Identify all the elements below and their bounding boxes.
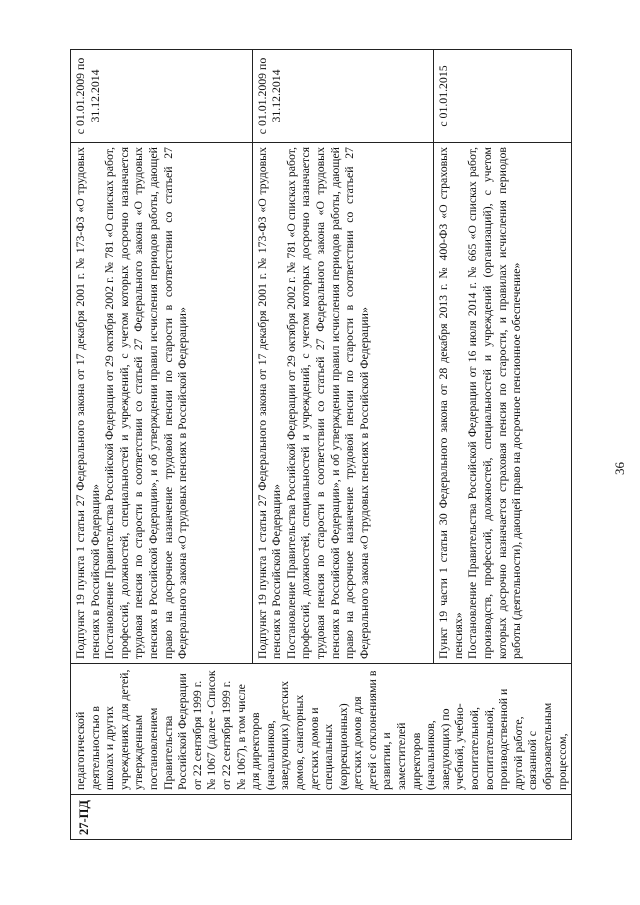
basis-paragraph: Постановление Правительства Российской Федерации от 29 октября 2002 г. № 781 «О списках работ, профессий, должностей, специальностей и учреждений, с учетом которых досрочно назначается трудовая пенсия по старости в соответствии со статьей 27 Федерального закона «О трудовых пенсиях в Российской Федерации», и об утверждении правил исчисления периодов работы, дающей право на досрочное назначение трудовой пенсии по старости в соответствии со статьей 27 Федерального закона «О трудовых пенсиях в Российской Федерации» [102,147,190,659]
basis-cell-2 [252,143,434,664]
basis-paragraph: Постановление Правительства Российской Федерации от 16 июля 2014 г. № 665 «О списках работ, производств, профессий, должностей, специальностей и учреждений (организаций), с учетом которых досрочно назначается страховая пенсия по старости, и правилах исчисления периодов работы (деятельности), дающей право на досрочное пенсионное обеспечение» [465,147,524,659]
document-table [70,49,572,840]
basis-paragraph: Подпункт 19 пункта 1 статьи 27 Федерального закона от 17 декабря 2001 г. № 173-ФЗ «О трудовых пенсиях в Российской Федерации» [254,147,284,659]
period-cell-1: с 01.01.2009 по 31.12.2014 [71,50,253,143]
table-row [71,50,253,840]
row-code: 27-ПД [71,795,572,840]
page-number: 36 [612,462,627,475]
basis-paragraph: Подпункт 19 пункта 1 статьи 27 Федерального закона от 17 декабря 2001 г. № 173-ФЗ «О трудовых пенсиях в Российской Федерации» [73,147,102,659]
row-description: педагогической деятельностью в школах и других учреждениях для детей, утвержденным постановлением Правительства Российской Федерации от 22 сентября 1999 г. № 1067 (далее - Список от 22 сентября 1999 г. № 1067), в том числе для директоров (начальников, заведующих) детских домов, санаторных детских домов и специальных (коррекционных) детских домов для детей с отклонениями в развитии, и заместителей директоров (начальников, заведующих) по учебной, учебно-воспитательной, воспитательной, производственной и другой работе, связанной с образовательным процессом, [71,664,572,795]
period-cell-2: с 01.01.2009 по 31.12.2014 [252,50,434,143]
basis-cell-1 [71,143,253,664]
basis-paragraph: Постановление Правительства Российской Федерации от 29 октября 2002 г. № 781 «О списках работ, профессий, должностей, специальностей и учреждений, с учетом которых досрочно назначается трудовая пенсия по старости в соответствии со статьей 27 Федерального закона «О трудовых пенсиях в Российской Федерации», и об утверждении правил исчисления периодов работы, дающей право на досрочное назначение трудовой пенсии по старости в соответствии со статьей 27 Федерального закона «О трудовых пенсиях в Российской Федерации» [283,147,371,659]
basis-cell-3 [434,143,572,664]
basis-paragraph: Пункт 19 части 1 статьи 30 Федерального закона от 28 декабря 2013 г. № 400-ФЗ «О страховых пенсиях» [436,147,465,659]
period-cell-3: с 01.01.2015 [434,50,572,143]
